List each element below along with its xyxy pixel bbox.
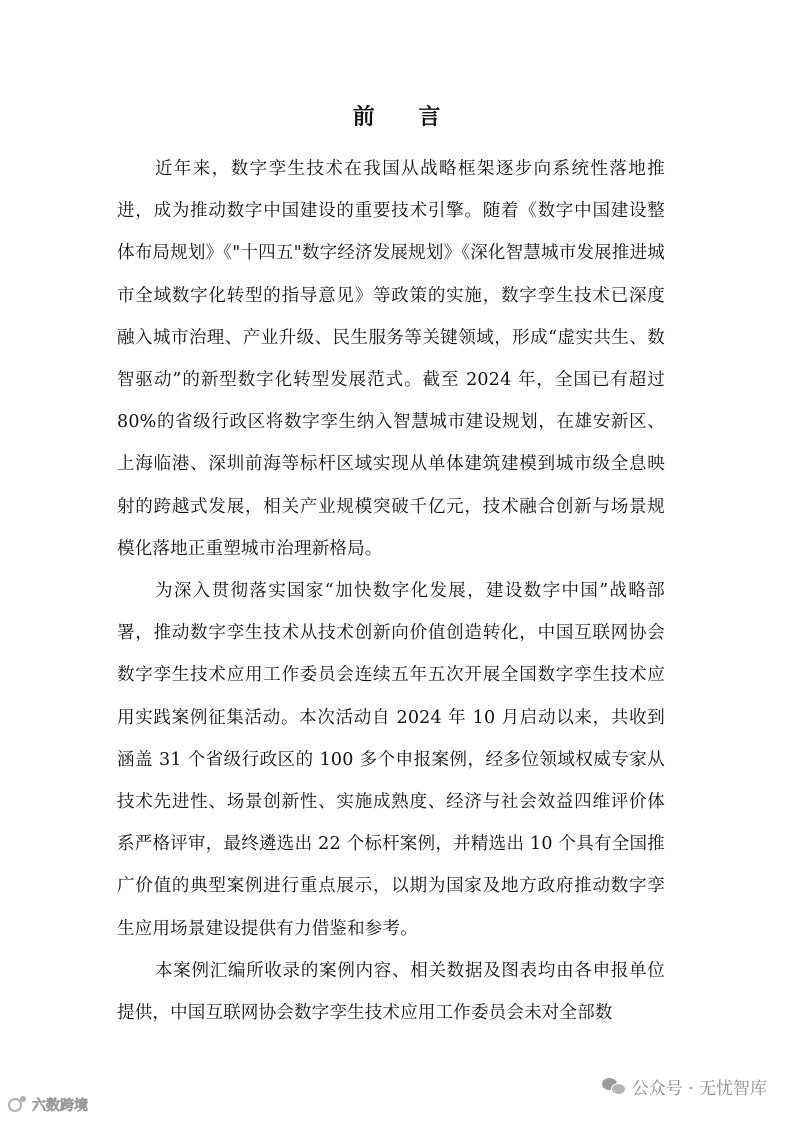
- wechat-watermark: [602, 1071, 767, 1101]
- brand-watermark-text: 六数跨境: [32, 1098, 88, 1114]
- document-body: [117, 148, 665, 1034]
- page-title: 前 言: [352, 104, 459, 130]
- paragraph-3: 本案例汇编所收录的案例内容、相关数据及图表均由各申报单位提供，中国互联网协会数字孪生技术应用工作委员会未对全部数: [117, 960, 665, 1024]
- paragraph-2: 为深入贯彻落实国家“加快数字化发展，建设数字中国”战略部署，推动数字孪生技术从技术创新向价值创造转化，中国互联网协会数字孪生技术应用工作委员会连续五年五次开展全国数字孪生技术应用实践案例征集活动。本次活动自 2024 年 10 月启动以来，共收到涵盖 31 个省级行政区的 100 多个申报案例，经多位领域权威专家从技术先进性、场景创新性、实施成熟度、经济与社会效益四维评价体系严格评审，最终遴选出 22 个标杆案例，并精选出 10 个具有全国推广价值的典型案例进行重点展示，以期为国家及地方政府推动数字孪生应用场景建设提供有力借鉴和参考。: [117, 581, 665, 939]
- wechat-icon: [602, 1076, 626, 1096]
- wechat-watermark-text: 公众号 · 无忧智库: [631, 1078, 767, 1099]
- logo-icon: [6, 1096, 28, 1114]
- brand-watermark: [6, 1093, 88, 1117]
- paragraph-1: 近年来，数字孪生技术在我国从战略框架逐步向系统性落地推进，成为推动数字中国建设的重要技术引擎。随着《数字中国建设整体布局规划》《"十四五"数字经济发展规划》《深化智慧城市发展推进城市全域数字化转型的指导意见》等政策的实施，数字孪生技术已深度融入城市治理、产业升级、民生服务等关键领域，形成“虚实共生、数智驱动”的新型数字化转型发展范式。截至 2024 年，全国已有超过 80%的省级行政区将数字孪生纳入智慧城市建设规划，在雄安新区、上海临港、深圳前海等标杆区域实现从单体建筑建模到城市级全息映射的跨越式发展，相关产业规模突破千亿元，技术融合创新与场景规模化落地正重塑城市治理新格局。: [117, 159, 665, 559]
